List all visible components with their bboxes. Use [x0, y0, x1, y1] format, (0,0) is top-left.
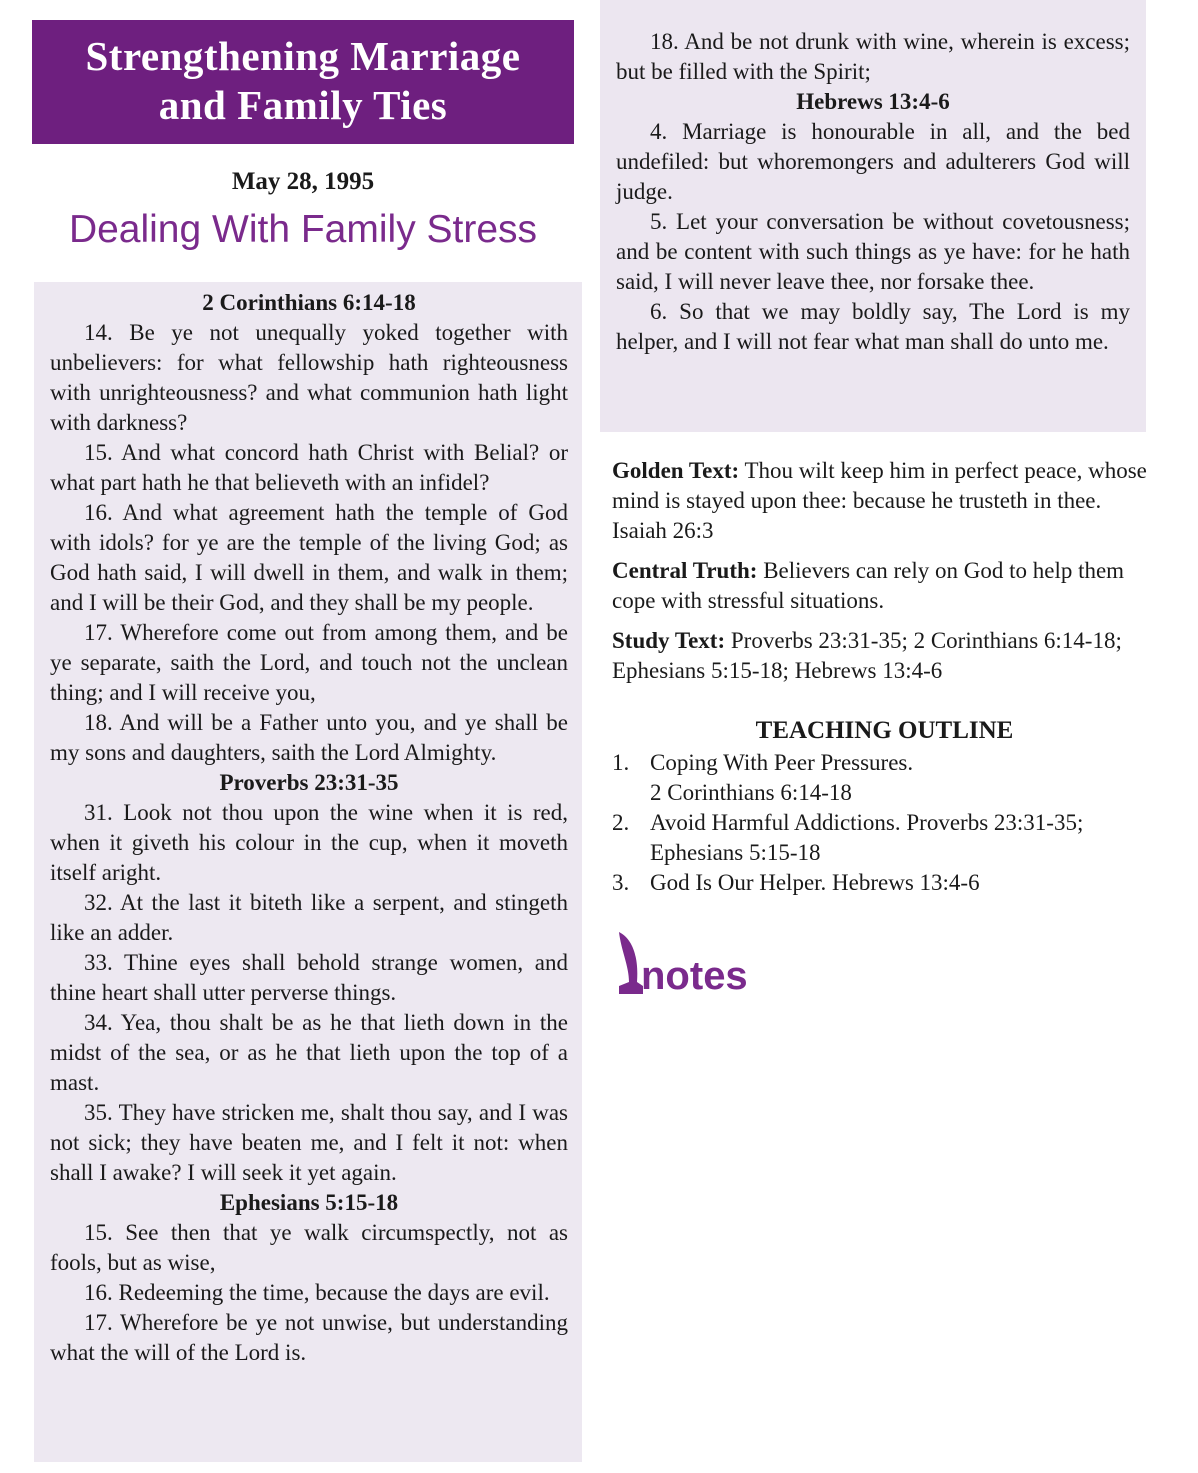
outline-text: God Is Our Helper. Hebrews 13:4-6	[650, 870, 980, 895]
verse: 15. And what concord hath Christ with Belial? or what part hath he that believeth with an infidel?	[50, 440, 568, 495]
verse: 14. Be ye not unequally yoked together with unbelievers: for what fellowship hath righteousness with unrighteousness? and what communion hath light with darkness?	[50, 320, 568, 435]
verse: 17. Wherefore be ye not unwise, but understanding what the will of the Lord is.	[50, 1310, 568, 1365]
series-banner	[32, 20, 574, 144]
central-truth: Central Truth: Believers can rely on God to help them cope with stressful situations.	[612, 558, 1125, 613]
golden-text: Golden Text: Thou wilt keep him in perfect peace, whose mind is stayed upon thee: because he trusteth in thee. Isaiah 26:3	[612, 458, 1147, 543]
outline-text: Coping With Peer Pressures. 2 Corinthians 6:14-18	[650, 750, 914, 805]
verse: 32. At the last it biteth like a serpent, and stingeth like an adder.	[50, 890, 568, 945]
teaching-outline-title: TEACHING OUTLINE	[755, 717, 1014, 744]
verse: 15. See then that ye walk circumspectly, not as fools, but as wise,	[50, 1220, 568, 1275]
verse: 34. Yea, thou shalt be as he that lieth down in the midst of the sea, or as he that lieth upon the top of a mast.	[50, 1010, 568, 1095]
verse: 16. And what agreement hath the temple of God with idols? for ye are the temple of the living God; as God hath said, I will dwell in them, and walk in them; and I will be their God, and they shall be my people.	[50, 500, 568, 615]
outline-item	[612, 808, 1157, 868]
lesson-info	[612, 456, 1157, 696]
verse: 31. Look not thou upon the wine when it is red, when it giveth his colour in the cup, when it moveth itself aright.	[50, 800, 568, 885]
scripture-heading: 2 Corinthians 6:14-18	[202, 290, 416, 315]
outline-number: 3.	[612, 870, 630, 895]
lesson-title: Dealing With Family Stress	[68, 208, 538, 251]
series-title-line2: and Family Ties	[158, 82, 448, 128]
verse: 16. Redeeming the time, because the days are evil.	[84, 1280, 550, 1305]
outline-text: Avoid Harmful Addictions. Proverbs 23:31-35; Ephesians 5:15-18	[650, 810, 1084, 865]
verse: 18. And will be a Father unto you, and ye shall be my sons and daughters, saith the Lord Almighty.	[50, 710, 568, 765]
scripture-column-left	[50, 288, 568, 1368]
series-title-line1: Strengthening Marriage	[85, 33, 521, 79]
verse: 4. Marriage is honourable in all, and the bed undefiled: but whoremongers and adulterers God will judge.	[616, 119, 1130, 204]
outline-number: 1.	[612, 750, 630, 775]
scripture-column-right	[616, 27, 1130, 357]
verse: 35. They have stricken me, shalt thou say, and I was not sick; they have beaten me, and I felt it not: when shall I awake? I will seek it yet again.	[50, 1100, 568, 1185]
outline-item	[612, 868, 1157, 898]
verse: 6. So that we may boldly say, The Lord is my helper, and I will not fear what man shall do unto me.	[616, 299, 1130, 354]
outline-item	[612, 748, 1157, 808]
scripture-heading: Proverbs 23:31-35	[219, 770, 399, 795]
scripture-heading: Hebrews 13:4-6	[796, 89, 950, 114]
verse: 33. Thine eyes shall behold strange women, and thine heart shall utter perverse things.	[50, 950, 568, 1005]
verse: 18. And be not drunk with wine, wherein is excess; but be filled with the Spirit;	[616, 29, 1130, 84]
scripture-heading: Ephesians 5:15-18	[219, 1190, 399, 1215]
study-text: Study Text: Proverbs 23:31-35; 2 Corinthians 6:14-18; Ephesians 5:15-18; Hebrews 13:4-6	[612, 628, 1122, 683]
outline-number: 2.	[612, 810, 630, 835]
notes-logo: notes	[615, 930, 748, 996]
verse: 5. Let your conversation be without covetousness; and be content with such things as ye have: for he hath said, I will never leave thee, nor forsake thee.	[616, 209, 1130, 294]
teaching-outline	[612, 748, 1157, 898]
verse: 17. Wherefore come out from among them, and be ye separate, saith the Lord, and touch not the unclean thing; and I will receive you,	[50, 620, 568, 705]
lesson-date: May 28, 1995	[231, 168, 375, 195]
